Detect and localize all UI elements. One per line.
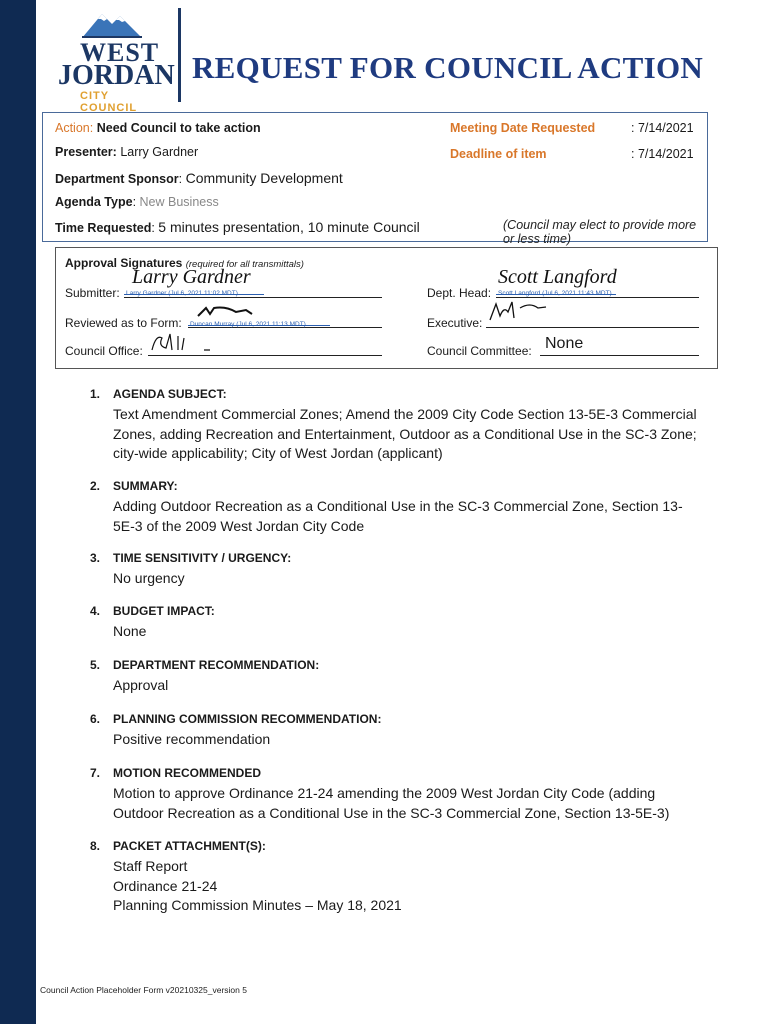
item-heading: SUMMARY:	[113, 479, 178, 493]
attachment-list	[113, 857, 698, 916]
item-number: 8.	[90, 839, 101, 853]
item-heading: TIME SENSITIVITY / URGENCY:	[113, 551, 292, 565]
item-number: 5.	[90, 658, 101, 672]
action-value: Need Council to take action	[96, 121, 261, 135]
executive-label: Executive:	[427, 316, 483, 330]
reviewed-signature-mark	[196, 304, 256, 320]
item-number: 2.	[90, 479, 101, 493]
council-office-signature-mark	[148, 328, 228, 354]
deadline-row	[450, 147, 547, 161]
item-heading: PACKET ATTACHMENT(S):	[113, 839, 266, 853]
submitter-signature: Larry Gardner	[132, 266, 251, 288]
time-requested-row: Time Requested: 5 minutes presentation, 10 minute Council	[55, 219, 420, 235]
item-body: Text Amendment Commercial Zones; Amend the 2009 City Code Section 13-5E-3 Commercial Zones, adding Recreation and Entertainment, Outdoor as a Conditional Use in the SC-3 Zone; city-wide applicability; City of West Jordan (applicant)	[113, 406, 697, 461]
item-body: Adding Outdoor Recreation as a Conditional Use in the SC-3 Commercial Zone, Section 13-5E-3 of the 2009 West Jordan City Code	[113, 498, 683, 534]
agenda-type-row: Agenda Type: New Business	[55, 195, 219, 209]
item-body: None	[113, 623, 147, 639]
time-requested-label: Time Requested	[55, 221, 152, 235]
item-body: Motion to approve Ordinance 21-24 amending the 2009 West Jordan City Code (adding Outdoor Recreation as a Conditional Use in the SC-3 Commercial Zone, Section 13-5E-3)	[113, 785, 670, 821]
reviewed-label: Reviewed as to Form:	[65, 316, 182, 330]
item-heading: MOTION RECOMMENDED	[113, 766, 261, 780]
sponsor-row: Department Sponsor: Community Development	[55, 170, 343, 186]
attachment-ordinance[interactable]: Ordinance 21-24	[113, 877, 218, 894]
deadline-label: Deadline of item	[450, 147, 547, 161]
approval-signatures-box	[55, 247, 718, 369]
signatures-heading-note: (required for all transmittals)	[185, 259, 304, 270]
request-info-box	[42, 112, 708, 246]
west-jordan-logo	[58, 8, 175, 114]
time-note: (Council may elect to provide more or less time)	[503, 218, 697, 246]
item-number: 4.	[90, 604, 101, 618]
item-heading: AGENDA SUBJECT:	[113, 387, 227, 401]
meeting-date-value: : 7/14/2021	[631, 121, 694, 135]
dept-head-signature: Scott Langford	[498, 266, 617, 288]
logo-word-west: WEST	[80, 38, 160, 67]
council-office-label: Council Office:	[65, 344, 143, 358]
deadline-value: : 7/14/2021	[631, 147, 694, 161]
header-divider	[178, 8, 181, 102]
council-committee-label: Council Committee:	[427, 344, 532, 358]
action-row: Action: Need Council to take action	[55, 121, 261, 135]
submitter-signature-meta: Larry Gardner (Jul 6, 2021 11:02 MDT)	[126, 290, 238, 297]
sponsor-value: Community Development	[185, 170, 343, 186]
logo-word-jordan: JORDAN	[58, 60, 175, 91]
dept-head-signature-meta: Scott Langford (Jul 6, 2021 11:43 MDT)	[498, 290, 612, 297]
presenter-label: Presenter:	[55, 145, 117, 159]
item-heading: PLANNING COMMISSION RECOMMENDATION:	[113, 712, 382, 726]
presenter-row	[55, 145, 198, 159]
dept-head-label: Dept. Head:	[427, 286, 492, 300]
item-body: Positive recommendation	[113, 731, 271, 747]
signatures-heading: Approval Signatures	[65, 256, 183, 270]
mountain-icon	[80, 8, 144, 40]
item-number: 7.	[90, 766, 101, 780]
reviewed-signature-meta: Duncan Murray (Jul 6, 2021 11:13 MDT)	[190, 321, 306, 328]
presenter-value: Larry Gardner	[120, 145, 199, 159]
item-number: 1.	[90, 387, 101, 401]
agenda-type-label: Agenda Type	[55, 195, 133, 209]
form-version-footer: Council Action Placeholder Form v20210325_version 5	[40, 985, 247, 995]
action-label: Action	[55, 121, 90, 135]
logo-word-city-council: CITY COUNCIL	[80, 90, 138, 114]
item-body: Approval	[113, 677, 169, 693]
item-body: No urgency	[113, 570, 185, 586]
time-requested-value: 5 minutes presentation, 10 minute Council	[158, 219, 420, 235]
left-accent-bar	[0, 0, 36, 1024]
submitter-label: Submitter:	[65, 286, 120, 300]
item-number: 6.	[90, 712, 101, 726]
agenda-type-value: New Business	[139, 195, 219, 209]
item-number: 3.	[90, 551, 101, 565]
executive-signature-mark	[486, 298, 566, 324]
item-heading: DEPARTMENT RECOMMENDATION:	[113, 658, 320, 672]
council-committee-value: None	[545, 335, 584, 352]
sponsor-label: Department Sponsor	[55, 172, 179, 186]
attachment-staff-report[interactable]: Staff Report	[113, 858, 188, 874]
meeting-date-label: Meeting Date Requested	[450, 121, 596, 135]
item-heading: BUDGET IMPACT:	[113, 604, 215, 618]
page-title: REQUEST FOR COUNCIL ACTION	[192, 50, 704, 85]
attachment-planning-minutes[interactable]: Planning Commission Minutes – May 18, 2021	[113, 897, 402, 913]
meeting-date-row	[450, 121, 595, 135]
